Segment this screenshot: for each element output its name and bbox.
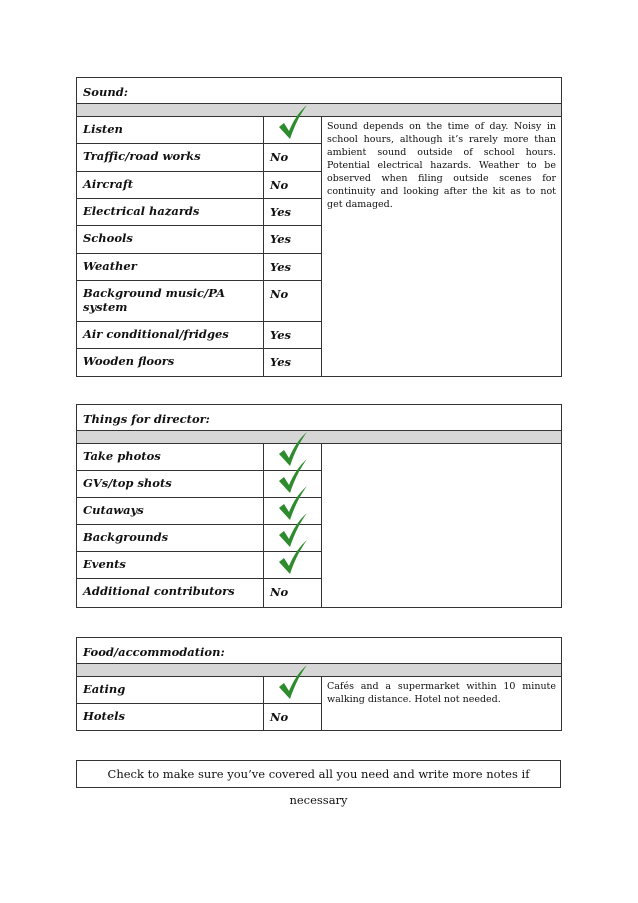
row-value: Yes	[264, 199, 322, 226]
section-title: Sound:	[77, 78, 562, 104]
section-title: Food/accommodation:	[77, 638, 562, 664]
row-value: No	[264, 172, 322, 199]
row-value: Yes	[264, 349, 322, 377]
row-label: Listen	[77, 117, 264, 144]
row-label: Aircraft	[77, 172, 264, 199]
grey-band	[77, 431, 562, 444]
director-table	[76, 404, 562, 608]
sound-table	[76, 77, 562, 377]
footer-note: Check to make sure you’ve covered all you need and write more notes if necessary	[76, 760, 561, 788]
row-label: Hotels	[77, 704, 264, 731]
row-value: Yes	[264, 226, 322, 254]
row-value: Yes	[264, 322, 322, 349]
row-value: No	[264, 579, 322, 608]
row-label: Wooden floors	[77, 349, 264, 377]
row-value: Yes	[264, 254, 322, 281]
food-table	[76, 637, 562, 731]
row-label: Eating	[77, 677, 264, 704]
row-label: Weather	[77, 254, 264, 281]
notes-cell: Sound depends on the time of day. Noisy in school hours, although it’s rarely more than ambient sound outside of school hours. Potential electrical hazards. Weather to be observed when filing outside scenes for continuity and looking after the kit as to not get damaged.	[322, 117, 562, 377]
row-label: GVs/top shots	[77, 471, 264, 498]
row-label: Schools	[77, 226, 264, 254]
check-cell	[264, 552, 322, 579]
checkmark-icon	[278, 665, 308, 701]
row-value: No	[264, 704, 322, 731]
row-value: No	[264, 144, 322, 172]
row-label: Cutaways	[77, 498, 264, 525]
table-row	[77, 117, 562, 144]
row-label: Events	[77, 552, 264, 579]
notes-cell	[322, 444, 562, 608]
notes-cell: Cafés and a supermarket within 10 minute walking distance. Hotel not needed.	[322, 677, 562, 731]
row-label: Air conditional/fridges	[77, 322, 264, 349]
section-title: Things for director:	[77, 405, 562, 431]
table-row	[77, 677, 562, 704]
grey-band	[77, 104, 562, 117]
row-label: Electrical hazards	[77, 199, 264, 226]
table-row	[77, 444, 562, 471]
grey-band	[77, 664, 562, 677]
checkmark-icon	[278, 105, 308, 141]
row-label: Take photos	[77, 444, 264, 471]
check-cell	[264, 117, 322, 144]
row-label: Traffic/road works	[77, 144, 264, 172]
row-value: No	[264, 281, 322, 322]
row-label: Backgrounds	[77, 525, 264, 552]
row-label: Additional contributors	[77, 579, 264, 608]
check-cell	[264, 677, 322, 704]
checkmark-icon	[278, 540, 308, 576]
row-label: Background music/PA system	[77, 281, 264, 322]
